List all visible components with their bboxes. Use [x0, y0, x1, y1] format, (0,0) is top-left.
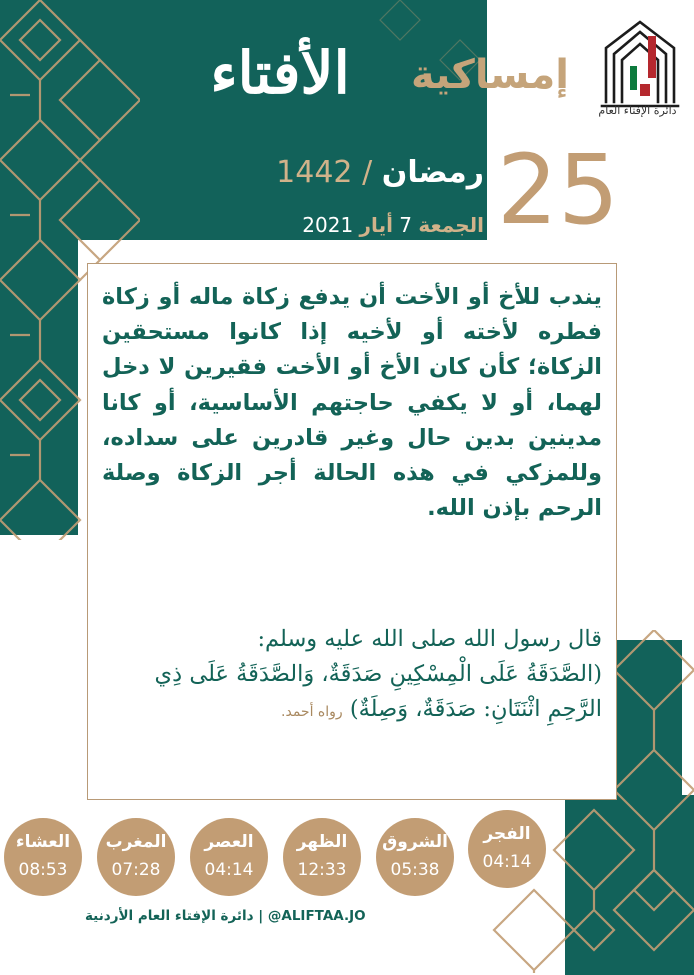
hadith-text: (الصَّدَقَةُ عَلَى الْمِسْكِينِ صَدَقَةٌ، وَالصَّدَقَةُ عَلَى ذِي الرَّحِمِ اثْنَتَانِ: صَدَقَةٌ، وَصِلَةٌ): [154, 661, 602, 722]
prayer-name: الظهر: [296, 832, 348, 852]
hijri-separator: /: [362, 155, 373, 190]
fatwa-text: [102, 280, 602, 526]
greg-year: 2021: [302, 213, 354, 237]
fatwa-paragraph: يندب للأخ أو الأخت أن يدفع زكاة ماله أو زكاة فطره لأخته أو لأخيه إذا كانوا مستحقين الزكاة؛ كأن كان الأخ أو الأخت فقيرين لا دخل لهما، أو لا يكفي حاجتهم الأساسية، أو كانا مدينين بدين حال وغير قادرين على سداده، وللمزكي في هذه الحالة أجر الزكاة وصلة الرحم بإذن الله.: [102, 284, 602, 522]
hadith-block: [102, 622, 602, 730]
prayer-dhuhr: [283, 818, 361, 896]
prayer-time: 08:53: [18, 860, 68, 880]
title-prefix: إمساكية: [410, 52, 570, 98]
prayer-isha: [4, 818, 82, 896]
logo-caption: دائرة الإفتاء العام: [598, 104, 677, 117]
day-number: 25: [496, 134, 620, 246]
bottom-right-background: [612, 640, 682, 820]
prayer-name: الفجر: [483, 824, 531, 844]
prayer-time: 07:28: [111, 860, 161, 880]
footer-separator: |: [258, 908, 264, 924]
hadith-source: رواه أحمد.: [281, 704, 343, 720]
page-title: الأفتاء: [210, 39, 350, 107]
left-band-background: [0, 240, 78, 535]
prayer-fajr: [468, 810, 546, 888]
gregorian-date: [240, 213, 484, 237]
hijri-year: 1442: [276, 155, 353, 190]
prayer-time: 04:14: [204, 860, 254, 880]
footer-org: دائرة الإفتاء العام الأردنية: [85, 908, 254, 924]
footer-handle: @ALIFTAA.JO: [267, 908, 366, 924]
hadith-intro: قال رسول الله صلى الله عليه وسلم:: [257, 626, 602, 652]
prayer-asr: [190, 818, 268, 896]
weekday: الجمعة: [418, 213, 484, 237]
prayer-time: 05:38: [390, 860, 440, 880]
hijri-month: رمضان: [381, 155, 484, 190]
prayer-times: [0, 810, 694, 900]
greg-month: أيار: [359, 213, 393, 237]
footer: [85, 908, 405, 924]
prayer-shurooq: [376, 818, 454, 896]
prayer-time: 04:14: [482, 852, 532, 872]
greg-day: 7: [399, 213, 413, 237]
prayer-maghrib: [97, 818, 175, 896]
prayer-time: 12:33: [297, 860, 347, 880]
prayer-name: الشروق: [382, 832, 448, 852]
prayer-name: العصر: [204, 832, 254, 852]
prayer-name: العشاء: [15, 832, 71, 852]
prayer-name: المغرب: [105, 832, 167, 852]
hijri-date: [200, 155, 484, 190]
